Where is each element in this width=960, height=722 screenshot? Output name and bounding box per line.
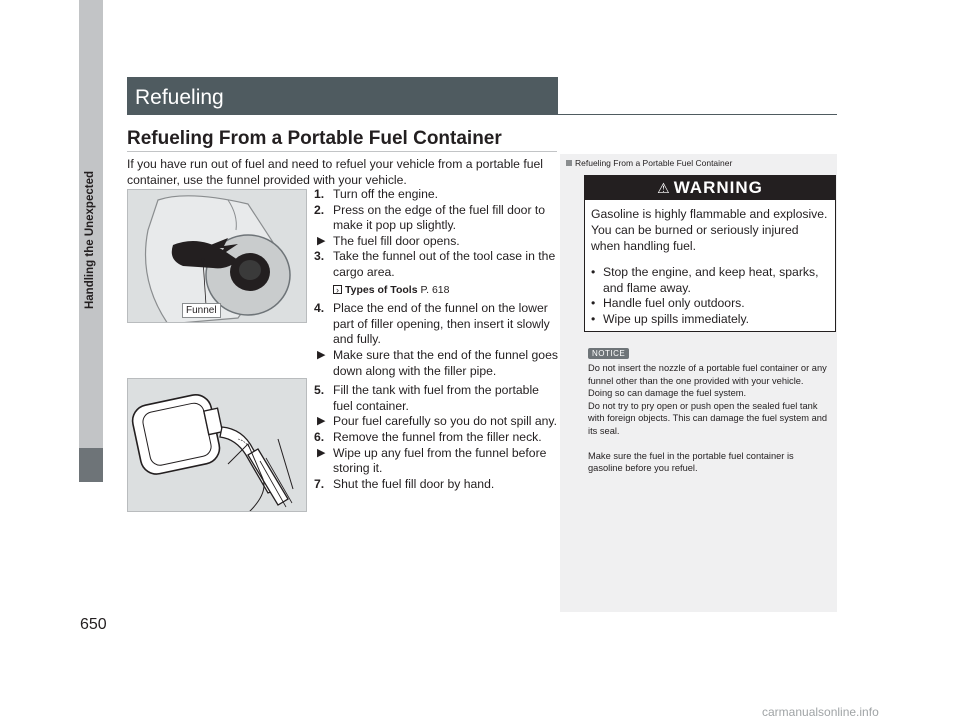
- side-tab-active: [79, 448, 103, 482]
- step-4: [314, 301, 560, 348]
- step-6-result: [314, 446, 560, 477]
- warning-item: • Stop the engine, and keep heat, sparks, and flame away.: [591, 265, 831, 296]
- step-text: Press on the edge of the fuel fill door to make it pop up slightly.: [333, 202, 546, 233]
- square-bullet-icon: [566, 160, 572, 166]
- step-number: 2.: [314, 202, 325, 217]
- funnel-insert-drawing: [128, 379, 307, 512]
- step-5-result: [314, 414, 560, 430]
- reference-title: Types of Tools: [345, 283, 418, 296]
- funnel-callout: Funnel: [182, 303, 221, 318]
- step-number: 3.: [314, 249, 325, 264]
- arrow-right-icon: ▶: [317, 446, 326, 459]
- warning-item: • Handle fuel only outdoors.: [591, 296, 831, 312]
- spacer: [588, 438, 828, 450]
- fuel-door-illustration: [127, 189, 307, 323]
- section-title: Refueling: [135, 86, 224, 109]
- step-4-result: [314, 348, 560, 379]
- page-number: 650: [80, 616, 107, 633]
- step-7: [314, 477, 560, 493]
- chapter-label: Handling the Unexpected: [84, 170, 96, 310]
- step-1: [314, 187, 560, 203]
- step-text: Remove the funnel from the filler neck.: [333, 429, 542, 444]
- result-text: Make sure that the end of the funnel goes down along with the filler pipe.: [333, 347, 558, 378]
- warning-item: • Wipe up spills immediately.: [591, 312, 831, 328]
- warning-box: [584, 175, 836, 332]
- warning-list: [591, 265, 831, 327]
- step-number: 1.: [314, 187, 325, 201]
- side-tab: [79, 0, 103, 722]
- subheading: Refueling From a Portable Fuel Container: [127, 128, 502, 149]
- step-text: Place the end of the funnel on the lower part of filler opening, then insert it slowly and fully.: [333, 301, 550, 347]
- step-text: Fill the tank with fuel from the portable fuel container.: [333, 383, 539, 413]
- sidebar-heading-text: Refueling From a Portable Fuel Container: [575, 158, 733, 168]
- subheading-rule: [127, 151, 557, 152]
- arrow-right-icon: ▶: [317, 234, 326, 247]
- arrow-right-icon: ▶: [317, 348, 326, 361]
- watermark: carmanualsonline.info: [762, 705, 879, 719]
- step-2-result: [314, 234, 560, 250]
- step-5: [314, 383, 560, 414]
- notes-sidebar: [560, 154, 837, 612]
- notice-paragraph: Do not insert the nozzle of a portable fuel container or any funnel other than the one provided with your vehicle. Doing so can damage the fuel system.: [588, 363, 827, 399]
- notice-badge: NOTICE: [588, 348, 629, 359]
- warning-banner: [585, 176, 835, 200]
- warning-title: WARNING: [673, 178, 763, 197]
- sidebar-heading: [566, 158, 732, 168]
- section-rule: [558, 114, 837, 115]
- intro-paragraph: If you have run out of fuel and need to refuel your vehicle from a portable fuel container, use the funnel provided with your vehicle.: [127, 157, 543, 187]
- notice-paragraph: Make sure the fuel in the portable fuel container is gasoline before you refuel.: [588, 450, 794, 474]
- step-number: 5.: [314, 383, 325, 398]
- notice-paragraph: Do not try to pry open or push open the sealed fuel tank with foreign objects. This can damage the fuel system and its seal.: [588, 400, 828, 436]
- step-number: 7.: [314, 476, 325, 491]
- step-6: [314, 430, 560, 446]
- step-text: Turn off the engine.: [333, 187, 439, 201]
- step-number: 4.: [314, 301, 325, 316]
- reference-page: P. 618: [420, 283, 450, 296]
- arrow-right-icon: ▶: [317, 415, 326, 428]
- result-text: Wipe up any fuel from the funnel before storing it.: [333, 445, 547, 476]
- warning-text: Gasoline is highly flammable and explosive. You can be burned or seriously injured when handling fuel.: [591, 207, 828, 253]
- reference-icon: ›: [333, 285, 342, 294]
- step-number: 6.: [314, 429, 325, 444]
- section-header: [127, 77, 558, 115]
- step-text: Shut the fuel fill door by hand.: [333, 476, 495, 491]
- result-text: Pour fuel carefully so you do not spill any.: [333, 414, 558, 429]
- result-text: The fuel fill door opens.: [333, 233, 460, 248]
- step-3: [314, 249, 560, 280]
- funnel-insert-illustration: [127, 378, 307, 512]
- cross-reference-link[interactable]: [314, 283, 560, 299]
- step-2: [314, 203, 560, 234]
- notice-text: [588, 362, 828, 475]
- steps-list: [314, 187, 560, 492]
- step-text: Take the funnel out of the tool case in the cargo area.: [333, 249, 556, 279]
- warning-triangle-icon: ⚠: [657, 180, 671, 196]
